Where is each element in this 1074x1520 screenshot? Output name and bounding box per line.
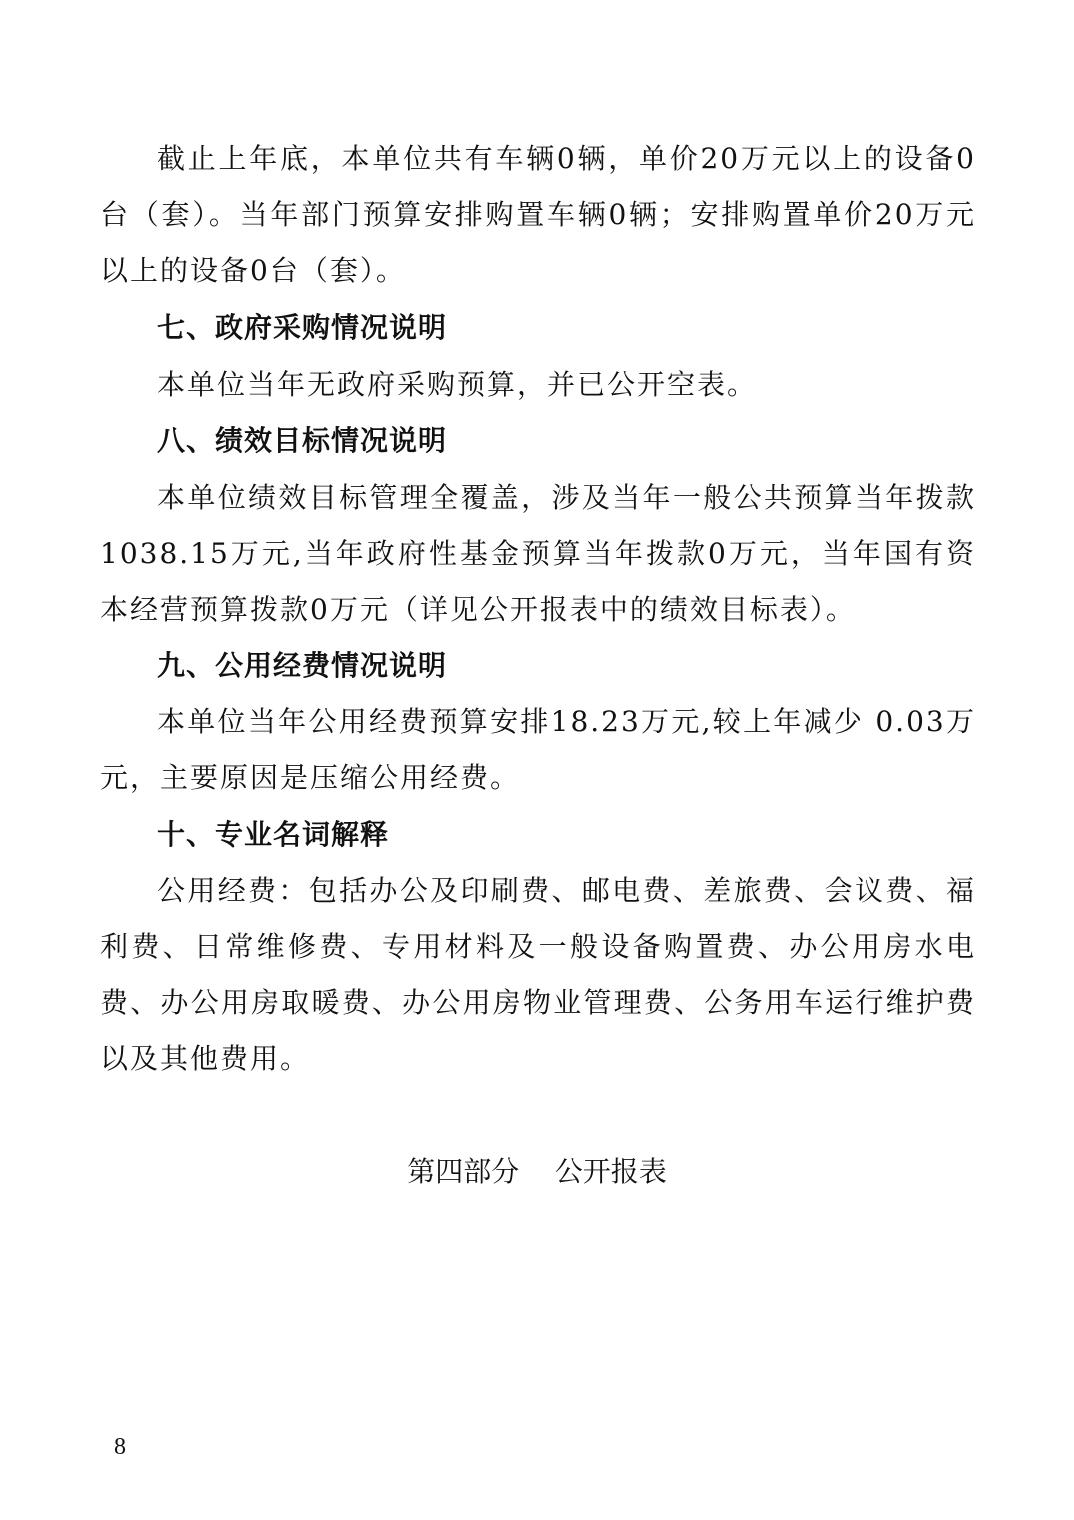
public-funds-paragraph: 本单位当年公用经费预算安排18.23万元,较上年减少 0.03万元，主要原因是压缩公用经费。 [100, 705, 976, 794]
section-heading-terms: 十、专业名词解释 [157, 818, 390, 851]
section-heading-procurement: 七、政府采购情况说明 [157, 311, 448, 344]
performance-paragraph: 本单位绩效目标管理全覆盖，涉及当年一般公共预算当年拨款1038.15万元,当年政府性基金预算当年拨款0万元，当年国有资本经营预算拨款0万元（详见公开报表中的绩效目标表）。 [100, 481, 976, 626]
vehicles-paragraph: 截止上年底，本单位共有车辆0辆，单价20万元以上的设备0台（套）。当年部门预算安排购置车辆0辆；安排购置单价20万元以上的设备0台（套）。 [100, 142, 976, 287]
section-heading-public-funds: 九、公用经费情况说明 [157, 649, 448, 682]
terms-paragraph: 公用经费：包括办公及印刷费、邮电费、差旅费、会议费、福利费、日常维修费、专用材料及一般设备购置费、办公用房水电费、办公用房取暖费、办公用房物业管理费、公务用车运行维护费以及其他费用。 [100, 874, 976, 1075]
part-title: 第四部分 公开报表 [407, 1155, 667, 1188]
section-heading-performance: 八、绩效目标情况说明 [157, 424, 448, 457]
page-number: 8 [114, 1434, 126, 1460]
procurement-paragraph: 本单位当年无政府采购预算，并已公开空表。 [157, 368, 758, 401]
